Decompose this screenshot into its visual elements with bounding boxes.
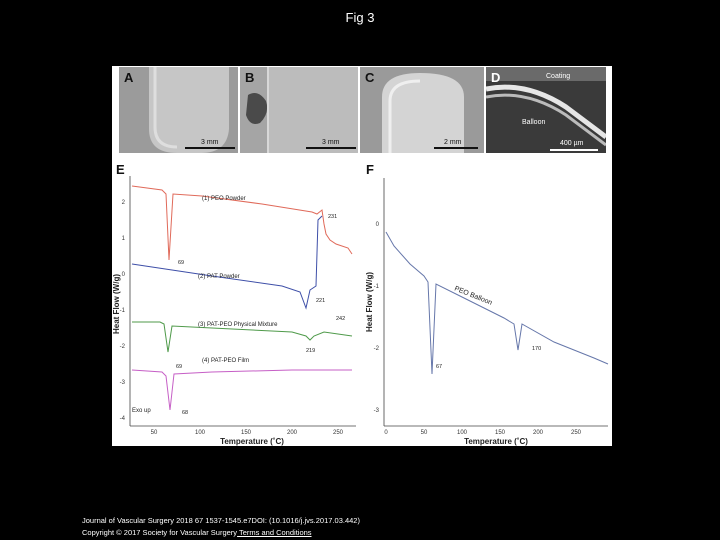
e-ytick: -3 — [119, 380, 125, 386]
scale-bar-c — [434, 147, 478, 149]
sem-image-a — [119, 67, 238, 153]
e-xtick: 100 — [194, 430, 206, 436]
panel-label-c: C — [365, 70, 375, 85]
scale-bar-a — [185, 147, 235, 149]
copyright-line — [82, 528, 312, 537]
f-label-67: 67 — [436, 364, 443, 370]
e-ytick: -2 — [119, 344, 125, 350]
scale-bar-d — [550, 149, 598, 151]
f-xtick: 200 — [532, 430, 544, 436]
e-curve-1-name: (1) PEO Powder — [202, 196, 246, 202]
f-label-170: 170 — [532, 346, 542, 352]
e-label-219: 219 — [306, 348, 316, 354]
f-xtick: 0 — [384, 430, 388, 436]
e-xtick: 250 — [332, 430, 344, 436]
scale-bar-b — [306, 147, 356, 149]
panel-label-a: A — [124, 70, 134, 85]
annotation-balloon: Balloon — [522, 119, 546, 126]
f-curve-peo-balloon — [386, 232, 608, 374]
e-xtick: 50 — [150, 430, 158, 436]
copyright-text: Copyright © 2017 Society for Vascular Surgery — [82, 528, 238, 537]
e-curve-pat-powder — [132, 216, 322, 308]
sem-panel-b — [240, 67, 358, 153]
f-xtick: 100 — [456, 430, 468, 436]
f-ytick: 0 — [375, 222, 379, 228]
sem-image-b — [240, 67, 358, 153]
e-curve-3-name: (3) PAT-PEO Physical Mixture — [198, 322, 278, 328]
e-curve-2-name: (2) PAT Powder — [198, 274, 240, 280]
f-ytick: -2 — [373, 346, 379, 352]
dsc-chart-f-svg — [364, 174, 612, 446]
f-xtick: 50 — [420, 430, 428, 436]
f-ylabel: Heat Flow (W/g) — [365, 272, 374, 332]
e-label-68: 68 — [182, 410, 189, 416]
e-xlabel: Temperature (˚C) — [220, 437, 284, 446]
f-xtick: 150 — [494, 430, 506, 436]
sem-panel-a — [119, 67, 238, 153]
annotation-coating: Coating — [546, 73, 571, 80]
e-label-231: 231 — [328, 214, 338, 220]
f-xlabel: Temperature (˚C) — [464, 437, 528, 446]
e-xtick: 200 — [286, 430, 298, 436]
panel-label-b: B — [245, 70, 255, 85]
e-label-film-69: 69 — [176, 364, 183, 370]
e-exo-up: Exo up — [132, 408, 151, 414]
panel-label-d: D — [491, 70, 501, 85]
e-curve-pat-peo-film — [132, 370, 352, 410]
figure-3 — [112, 66, 612, 446]
sem-image-c — [360, 67, 484, 153]
scale-text-a: 3 mm — [201, 139, 219, 146]
panel-label-f: F — [366, 162, 374, 177]
scale-text-b: 3 mm — [322, 139, 340, 146]
figure-title: Fig 3 — [345, 10, 375, 25]
e-curve-4-name: (4) PAT-PEO Film — [202, 358, 250, 364]
e-label-242: 242 — [336, 316, 346, 322]
e-ytick: -1 — [119, 308, 125, 314]
e-label-221: 221 — [316, 298, 326, 304]
panel-label-e: E — [116, 162, 125, 177]
f-xtick: 250 — [570, 430, 582, 436]
e-xtick: 150 — [240, 430, 252, 436]
e-ytick: 0 — [121, 272, 125, 278]
f-curve-name: PEO Balloon — [453, 285, 494, 307]
citation-line: Journal of Vascular Surgery 2018 67 1537-1545.e7DOI: (10.1016/j.jvs.2017.03.442) — [82, 516, 360, 525]
f-ytick: -3 — [373, 408, 379, 414]
e-label-69: 69 — [178, 260, 185, 266]
scale-text-d: 400 µm — [560, 140, 584, 147]
e-ytick: -4 — [119, 416, 125, 422]
e-ytick: 1 — [121, 236, 125, 242]
f-ytick: -1 — [373, 284, 379, 290]
sem-panel-d — [486, 67, 606, 153]
sem-panel-c — [360, 67, 484, 153]
terms-link[interactable]: Terms and Conditions — [237, 528, 312, 537]
dsc-chart-e-svg — [112, 174, 362, 446]
e-ylabel: Heat Flow (W/g) — [112, 274, 121, 334]
dsc-chart-e — [112, 174, 362, 446]
dsc-chart-f — [364, 174, 612, 446]
e-ytick: 2 — [121, 200, 125, 206]
scale-text-c: 2 mm — [444, 139, 462, 146]
